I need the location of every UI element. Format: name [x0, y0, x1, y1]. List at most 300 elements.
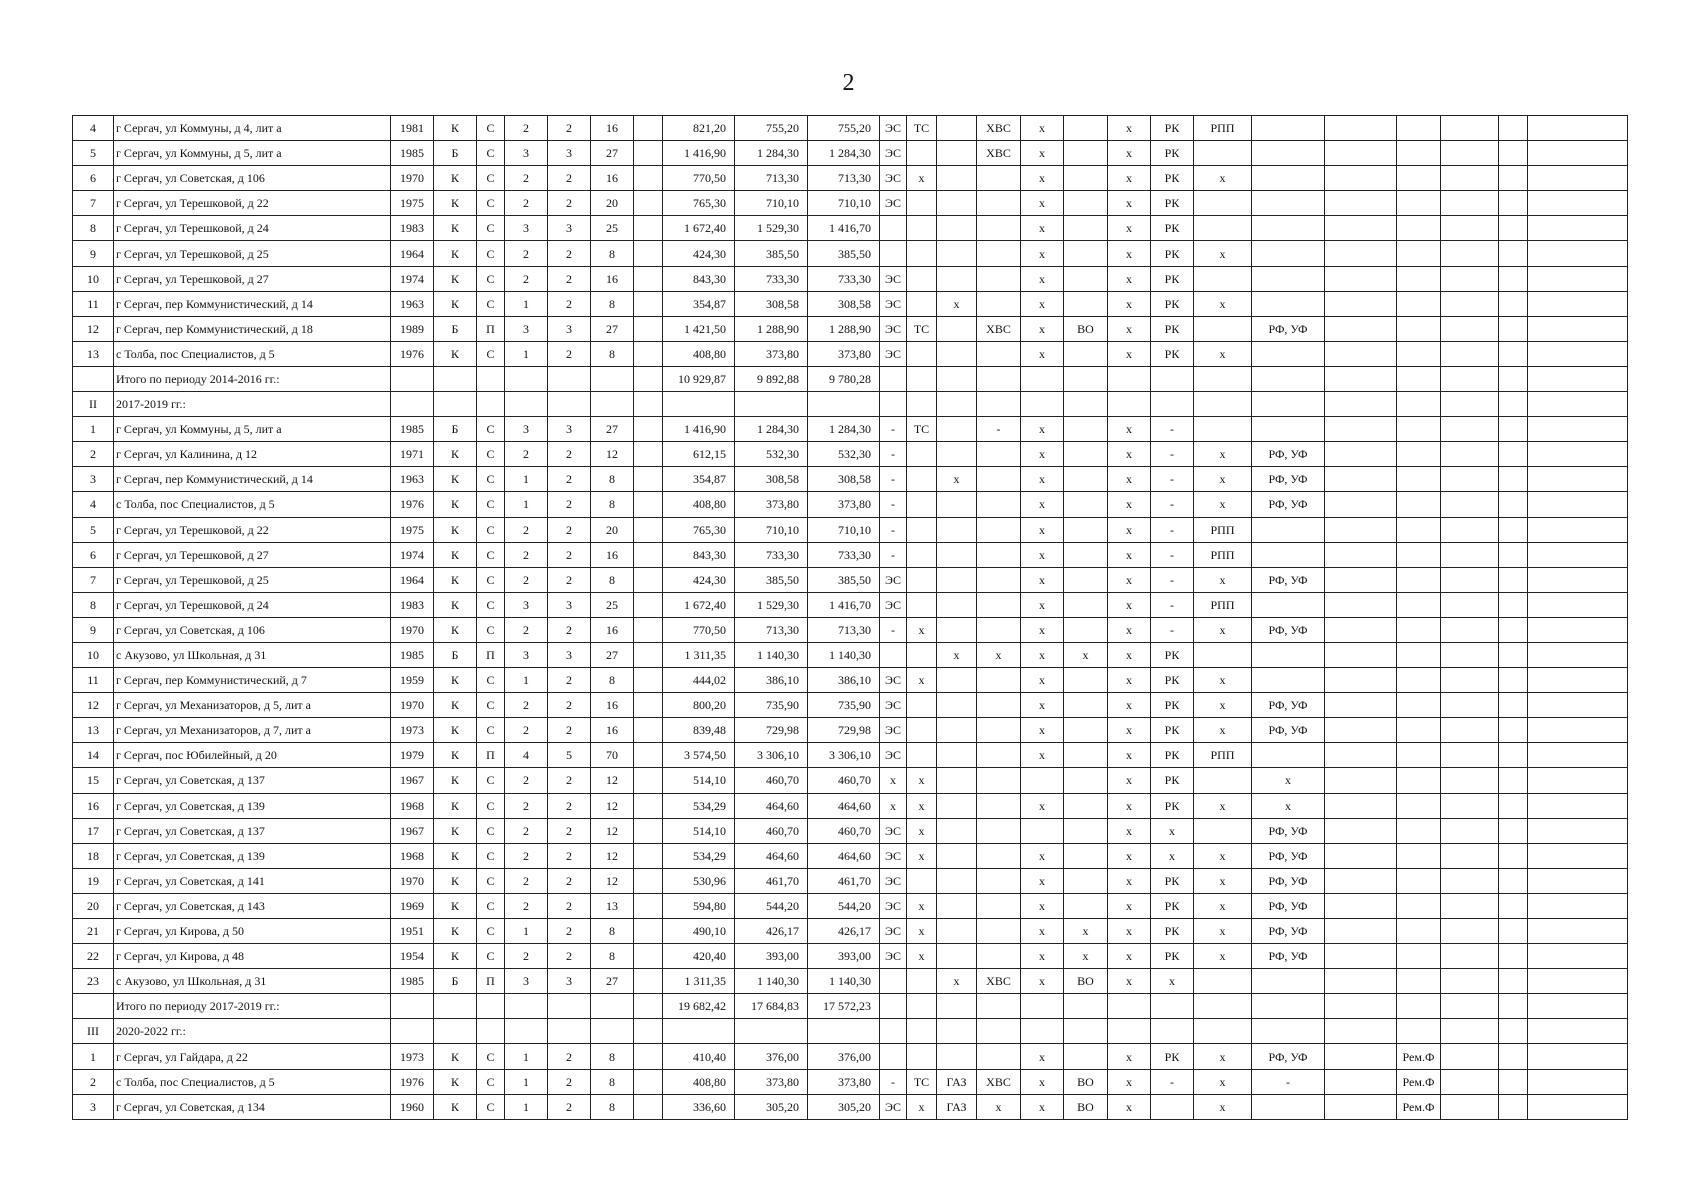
table-cell: [1499, 567, 1528, 592]
table-cell: ЭС: [880, 592, 907, 617]
table-cell: 1 288,90: [735, 316, 808, 341]
table-row: [73, 1069, 1628, 1094]
table-cell: ТС: [907, 1069, 937, 1094]
table-cell: 1983: [391, 592, 434, 617]
table-cell: С: [477, 241, 505, 266]
table-cell: [1441, 793, 1499, 818]
table-cell: [937, 919, 977, 944]
table-cell: [1325, 592, 1397, 617]
table-cell: К: [434, 166, 477, 191]
table-row: [73, 191, 1628, 216]
table-cell: III: [73, 1019, 114, 1044]
table-cell: 733,30: [735, 542, 808, 567]
table-row: [73, 743, 1628, 768]
table-cell: 2: [73, 442, 114, 467]
table-cell: [1397, 668, 1441, 693]
table-cell: 1: [505, 341, 548, 366]
table-cell: [1441, 919, 1499, 944]
table-cell: [1441, 1094, 1499, 1119]
table-cell: ЭС: [880, 116, 907, 141]
table-row: [73, 893, 1628, 918]
table-cell: [634, 1019, 663, 1044]
table-cell: РК: [1151, 191, 1194, 216]
table-cell: [1397, 793, 1441, 818]
table-cell: 1963: [391, 291, 434, 316]
table-cell: [1528, 1069, 1628, 1094]
address-cell: г Сергач, ул Калинина, д 12: [114, 442, 391, 467]
table-cell: 3: [548, 969, 591, 994]
table-cell: С: [477, 116, 505, 141]
table-cell: [977, 216, 1021, 241]
table-cell: 1975: [391, 517, 434, 542]
table-cell: 18: [73, 843, 114, 868]
address-cell: г Сергач, ул Терешковой, д 25: [114, 241, 391, 266]
address-cell: г Сергач, ул Терешковой, д 24: [114, 216, 391, 241]
table-cell: 1 288,90: [808, 316, 880, 341]
table-cell: 308,58: [808, 467, 880, 492]
table-cell: х: [1108, 743, 1151, 768]
table-cell: [1528, 743, 1628, 768]
table-cell: х: [1194, 944, 1252, 969]
table-cell: [1499, 542, 1528, 567]
table-cell: [1325, 266, 1397, 291]
table-cell: [977, 166, 1021, 191]
table-row: [73, 442, 1628, 467]
table-cell: РК: [1151, 1044, 1194, 1069]
table-cell: 1: [505, 668, 548, 693]
table-cell: х: [1151, 843, 1194, 868]
table-cell: 8: [591, 944, 634, 969]
table-cell: [937, 191, 977, 216]
table-cell: [977, 517, 1021, 542]
table-cell: [907, 291, 937, 316]
table-cell: [937, 316, 977, 341]
table-cell: ХВС: [977, 316, 1021, 341]
address-cell: г Сергач, ул Советская, д 143: [114, 893, 391, 918]
table-cell: 460,70: [735, 818, 808, 843]
table-cell: [1325, 718, 1397, 743]
table-cell: 1959: [391, 668, 434, 693]
table-cell: К: [434, 517, 477, 542]
table-row: [73, 693, 1628, 718]
table-cell: [977, 567, 1021, 592]
table-cell: [1194, 642, 1252, 667]
table-cell: 733,30: [808, 266, 880, 291]
table-row: [73, 216, 1628, 241]
table-cell: [1325, 366, 1397, 391]
table-cell: [937, 668, 977, 693]
table-cell: [1441, 241, 1499, 266]
table-cell: РФ, УФ: [1252, 944, 1325, 969]
table-cell: ЭС: [880, 944, 907, 969]
table-cell: 15: [73, 768, 114, 793]
table-cell: х: [1108, 1044, 1151, 1069]
table-cell: -: [1151, 617, 1194, 642]
table-cell: К: [434, 341, 477, 366]
table-cell: 770,50: [663, 617, 735, 642]
table-cell: 843,30: [663, 542, 735, 567]
table-cell: [1397, 944, 1441, 969]
table-cell: 354,87: [663, 467, 735, 492]
table-cell: [880, 392, 907, 417]
table-cell: [907, 392, 937, 417]
table-cell: РК: [1151, 116, 1194, 141]
table-cell: С: [477, 542, 505, 567]
table-cell: ЭС: [880, 1094, 907, 1119]
table-cell: 1971: [391, 442, 434, 467]
table-cell: [477, 392, 505, 417]
table-cell: [907, 141, 937, 166]
table-cell: 2: [548, 467, 591, 492]
table-cell: х: [1108, 492, 1151, 517]
table-cell: [634, 316, 663, 341]
table-cell: [1325, 316, 1397, 341]
table-cell: [434, 392, 477, 417]
table-cell: ЭС: [880, 919, 907, 944]
table-cell: С: [477, 1044, 505, 1069]
table-cell: х: [1108, 116, 1151, 141]
table-cell: [1441, 617, 1499, 642]
table-cell: х: [907, 893, 937, 918]
table-cell: [1064, 517, 1108, 542]
table-cell: 530,96: [663, 868, 735, 893]
address-cell: г Сергач, пер Коммунистический, д 14: [114, 467, 391, 492]
table-cell: С: [477, 718, 505, 743]
table-cell: 308,58: [808, 291, 880, 316]
table-cell: [1441, 141, 1499, 166]
table-cell: С: [477, 291, 505, 316]
table-cell: [1252, 417, 1325, 442]
table-cell: ХВС: [977, 141, 1021, 166]
table-cell: -: [880, 467, 907, 492]
table-cell: РК: [1151, 642, 1194, 667]
table-cell: [1325, 542, 1397, 567]
table-cell: 23: [73, 969, 114, 994]
table-cell: 3: [548, 592, 591, 617]
table-cell: х: [1252, 793, 1325, 818]
table-cell: [1397, 969, 1441, 994]
table-cell: [1252, 542, 1325, 567]
table-cell: С: [477, 517, 505, 542]
table-cell: х: [1108, 592, 1151, 617]
table-cell: [1397, 366, 1441, 391]
table-cell: [735, 1019, 808, 1044]
table-cell: [1397, 1019, 1441, 1044]
table-cell: [1499, 141, 1528, 166]
table-cell: [1499, 818, 1528, 843]
table-cell: 12: [591, 818, 634, 843]
table-cell: 1: [505, 1044, 548, 1069]
table-cell: [1397, 166, 1441, 191]
table-cell: [1499, 216, 1528, 241]
table-cell: [1499, 868, 1528, 893]
table-cell: К: [434, 868, 477, 893]
table-cell: х: [907, 166, 937, 191]
table-cell: 2: [548, 718, 591, 743]
table-cell: [937, 818, 977, 843]
table-cell: [977, 668, 1021, 693]
table-cell: ЭС: [880, 141, 907, 166]
table-cell: [1397, 868, 1441, 893]
table-cell: [1397, 191, 1441, 216]
table-cell: [1397, 141, 1441, 166]
table-cell: 16: [591, 542, 634, 567]
table-cell: ГАЗ: [937, 1069, 977, 1094]
table-cell: [634, 668, 663, 693]
table-cell: 1: [73, 1044, 114, 1069]
table-cell: 19 682,42: [663, 994, 735, 1019]
table-cell: [1064, 868, 1108, 893]
table-cell: 2: [505, 843, 548, 868]
table-cell: 3: [73, 467, 114, 492]
table-cell: х: [1021, 1069, 1064, 1094]
table-cell: [1499, 592, 1528, 617]
table-cell: [634, 818, 663, 843]
table-cell: РПП: [1194, 517, 1252, 542]
table-cell: 1 140,30: [808, 969, 880, 994]
table-cell: 12: [591, 442, 634, 467]
table-cell: [1397, 818, 1441, 843]
table-cell: ГАЗ: [937, 1094, 977, 1119]
address-cell: г Сергач, ул Терешковой, д 27: [114, 266, 391, 291]
table-cell: [1194, 1019, 1252, 1044]
table-row: [73, 718, 1628, 743]
table-cell: 1967: [391, 818, 434, 843]
table-cell: К: [434, 241, 477, 266]
table-cell: [1325, 141, 1397, 166]
table-row: [73, 1044, 1628, 1069]
table-cell: х: [1021, 718, 1064, 743]
table-cell: 9 780,28: [808, 366, 880, 391]
table-cell: [937, 492, 977, 517]
table-cell: 1976: [391, 492, 434, 517]
table-cell: х: [1194, 1044, 1252, 1069]
table-cell: [1325, 642, 1397, 667]
table-cell: [1252, 166, 1325, 191]
table-cell: 514,10: [663, 768, 735, 793]
table-cell: Рем.Ф: [1397, 1094, 1441, 1119]
table-cell: [1252, 642, 1325, 667]
table-cell: 2: [548, 341, 591, 366]
table-cell: С: [477, 492, 505, 517]
table-cell: 3: [505, 141, 548, 166]
table-cell: [1397, 843, 1441, 868]
table-cell: Б: [434, 141, 477, 166]
table-cell: х: [1194, 1069, 1252, 1094]
table-cell: [1325, 216, 1397, 241]
table-cell: 16: [591, 116, 634, 141]
table-cell: ЭС: [880, 266, 907, 291]
table-cell: [1064, 266, 1108, 291]
table-cell: К: [434, 668, 477, 693]
table-cell: [937, 743, 977, 768]
table-cell: [1499, 191, 1528, 216]
table-cell: [1064, 216, 1108, 241]
table-cell: 2: [505, 868, 548, 893]
table-cell: РК: [1151, 241, 1194, 266]
table-cell: ЭС: [880, 743, 907, 768]
table-cell: 3: [505, 592, 548, 617]
table-cell: С: [477, 567, 505, 592]
table-cell: С: [477, 442, 505, 467]
table-cell: 385,50: [735, 241, 808, 266]
table-cell: 8: [591, 341, 634, 366]
table-cell: 305,20: [735, 1094, 808, 1119]
table-cell: Б: [434, 969, 477, 994]
table-cell: С: [477, 1069, 505, 1094]
table-cell: РК: [1151, 341, 1194, 366]
table-cell: К: [434, 1044, 477, 1069]
table-cell: х: [907, 818, 937, 843]
table-cell: 2: [505, 944, 548, 969]
table-cell: С: [477, 893, 505, 918]
table-cell: [1441, 517, 1499, 542]
table-cell: 408,80: [663, 492, 735, 517]
table-row: [73, 141, 1628, 166]
table-cell: 410,40: [663, 1044, 735, 1069]
table-cell: х: [937, 969, 977, 994]
table-cell: 393,00: [735, 944, 808, 969]
table-cell: х: [937, 642, 977, 667]
table-cell: [634, 868, 663, 893]
table-cell: 755,20: [808, 116, 880, 141]
table-cell: РФ, УФ: [1252, 893, 1325, 918]
table-row: [73, 1019, 1628, 1044]
table-cell: [1397, 116, 1441, 141]
table-cell: Б: [434, 316, 477, 341]
table-cell: РПП: [1194, 743, 1252, 768]
table-cell: [1325, 467, 1397, 492]
table-cell: 464,60: [735, 793, 808, 818]
table-cell: [391, 1019, 434, 1044]
table-cell: х: [1108, 642, 1151, 667]
table-cell: ЭС: [880, 843, 907, 868]
table-cell: 12: [591, 868, 634, 893]
table-cell: [1021, 366, 1064, 391]
table-cell: 1 421,50: [663, 316, 735, 341]
table-cell: [1528, 592, 1628, 617]
table-cell: [1441, 417, 1499, 442]
table-cell: [1499, 743, 1528, 768]
address-cell: г Сергач, ул Советская, д 134: [114, 1094, 391, 1119]
table-cell: [1325, 617, 1397, 642]
table-cell: 11: [73, 668, 114, 693]
table-cell: [1194, 417, 1252, 442]
table-cell: 490,10: [663, 919, 735, 944]
table-cell: [937, 417, 977, 442]
table-cell: 2: [548, 818, 591, 843]
table-cell: [1441, 366, 1499, 391]
address-cell: г Сергач, ул Советская, д 106: [114, 617, 391, 642]
table-cell: 612,15: [663, 442, 735, 467]
table-cell: 10: [73, 642, 114, 667]
table-cell: 710,10: [735, 191, 808, 216]
table-cell: 13: [73, 341, 114, 366]
table-cell: [1325, 868, 1397, 893]
address-cell: г Сергач, ул Советская, д 139: [114, 793, 391, 818]
table-cell: [634, 417, 663, 442]
table-cell: х: [1108, 718, 1151, 743]
table-cell: [634, 718, 663, 743]
table-cell: [907, 216, 937, 241]
table-cell: РФ, УФ: [1252, 316, 1325, 341]
table-cell: [1325, 668, 1397, 693]
table-cell: ЭС: [880, 191, 907, 216]
table-cell: 1969: [391, 893, 434, 918]
table-cell: 7: [73, 191, 114, 216]
address-cell: с Толба, пос Специалистов, д 5: [114, 1069, 391, 1094]
table-cell: П: [477, 743, 505, 768]
table-cell: 1: [505, 1094, 548, 1119]
table-cell: 8: [591, 241, 634, 266]
table-cell: РК: [1151, 768, 1194, 793]
table-cell: 308,58: [735, 291, 808, 316]
table-cell: х: [1108, 141, 1151, 166]
table-cell: [977, 1019, 1021, 1044]
table-cell: 710,10: [735, 517, 808, 542]
table-cell: 2: [73, 1069, 114, 1094]
table-cell: [937, 843, 977, 868]
table-cell: [1397, 241, 1441, 266]
table-cell: 1964: [391, 241, 434, 266]
table-cell: 843,30: [663, 266, 735, 291]
address-cell: г Сергач, ул Терешковой, д 24: [114, 592, 391, 617]
table-cell: 544,20: [735, 893, 808, 918]
table-cell: [1441, 893, 1499, 918]
table-cell: [977, 868, 1021, 893]
table-row: [73, 668, 1628, 693]
table-cell: С: [477, 818, 505, 843]
table-cell: х: [1194, 617, 1252, 642]
table-cell: 2: [548, 191, 591, 216]
table-row: [73, 542, 1628, 567]
table-cell: 461,70: [735, 868, 808, 893]
table-cell: [1151, 366, 1194, 391]
table-row: [73, 492, 1628, 517]
table-cell: [1397, 567, 1441, 592]
table-cell: [1325, 1069, 1397, 1094]
table-cell: х: [1021, 116, 1064, 141]
table-cell: [907, 592, 937, 617]
table-cell: 532,30: [735, 442, 808, 467]
table-cell: [735, 392, 808, 417]
table-cell: [907, 1019, 937, 1044]
table-cell: [634, 216, 663, 241]
table-cell: 376,00: [735, 1044, 808, 1069]
address-cell: г Сергач, ул Механизаторов, д 7, лит а: [114, 718, 391, 743]
table-cell: [548, 994, 591, 1019]
table-cell: [1499, 843, 1528, 868]
table-cell: [1528, 492, 1628, 517]
table-cell: 1960: [391, 1094, 434, 1119]
table-cell: [1528, 818, 1628, 843]
table-cell: х: [907, 793, 937, 818]
table-cell: [434, 366, 477, 391]
table-cell: [977, 266, 1021, 291]
table-cell: 1989: [391, 316, 434, 341]
table-cell: х: [1108, 919, 1151, 944]
address-cell: г Сергач, пер Коммунистический, д 7: [114, 668, 391, 693]
table-cell: ЭС: [880, 868, 907, 893]
address-cell: г Сергач, ул Коммуны, д 5, лит а: [114, 141, 391, 166]
table-cell: [1064, 768, 1108, 793]
table-cell: х: [1108, 291, 1151, 316]
table-cell: [1252, 291, 1325, 316]
table-cell: РК: [1151, 793, 1194, 818]
table-cell: х: [1021, 291, 1064, 316]
page-number: 2: [842, 70, 855, 96]
table-cell: [1499, 467, 1528, 492]
